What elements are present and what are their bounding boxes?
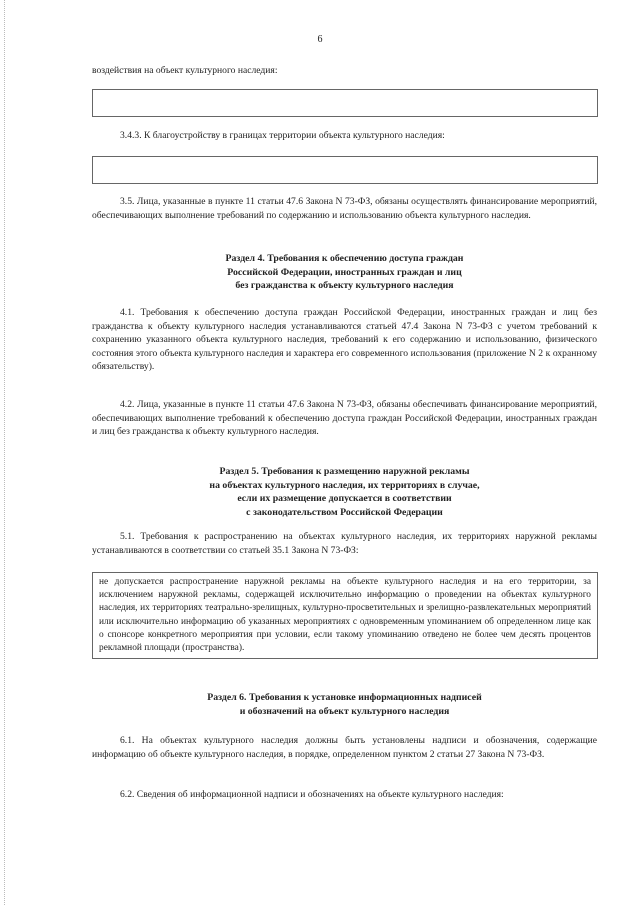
- section-5-line-2: на объектах культурного наследия, их территориях в случае,: [209, 479, 480, 491]
- binding-margin: [4, 0, 7, 905]
- paragraph-4-2-text: 4.2. Лица, указанные в пункте 11 статьи 47.6 Закона N 73-ФЗ, обязаны обеспечивать финансирование мероприятий, обеспечивающих выполнение требований к обеспечению доступа граждан Российской Федерации, иностранных граждан и лиц без гражданства к объекту культурного наследия.: [92, 399, 597, 437]
- section-5-heading: [92, 465, 597, 519]
- paragraph-intro: воздействия на объект культурного наследия:: [92, 65, 278, 76]
- section-6-line-1: Раздел 6. Требования к установке информационных надписей: [207, 692, 482, 703]
- paragraph-6-1: [92, 734, 597, 761]
- empty-field-box-2: [92, 156, 598, 184]
- section-5-line-3: если их размещение допускается в соответствии: [237, 493, 452, 504]
- section-4-line-3: без гражданства к объекту культурного наследия: [235, 280, 454, 291]
- paragraph-4-1-text: 4.1. Требования к обеспечению доступа граждан Российской Федерации, иностранных граждан и лиц без гражданства к объекту культурного наследия устанавливаются статьей 47.4 Закона N 73-ФЗ с учетом требований к сохранению указанного объекта культурного наследия, требований к его содержанию и использованию, физического состояния этого объекта культурного наследия и характера его современного использования (приложение N 2 к охранному обязательству).: [92, 307, 597, 372]
- section-5-line-4: с законодательством Российской Федерации: [246, 506, 443, 518]
- paragraph-6-2-text: 6.2. Сведения об информационной надписи и обозначениях на объекте культурного наследия:: [120, 789, 504, 800]
- empty-field-box-1: [92, 89, 598, 117]
- page-number: 6: [317, 34, 323, 45]
- advertising-requirements-box: не допускается распространение наружной рекламы на объекте культурного наследия и на его территории, за исключением наружной рекламы, содержащей исключительно информацию о проведении на объектах культурного наследия, их территориях театрально-зрелищных, культурно-просветительных и зрелищно-развлекательных мероприятий или исключительно информацию об указанных мероприятиях с одновременным упоминанием об определенном лице как о спонсоре конкретного мероприятия при условии, если такому упоминанию отведено не более чем десять процентов рекламной площади (пространства).: [92, 572, 598, 659]
- section-6-line-2: и обозначений на объект культурного наследия: [239, 705, 450, 717]
- paragraph-4-1: [92, 306, 597, 374]
- paragraph-5-1: [92, 530, 597, 557]
- paragraph-4-2: [92, 398, 597, 439]
- paragraph-3-5-text: 3.5. Лица, указанные в пункте 11 статьи 47.6 Закона N 73-ФЗ, обязаны осуществлять финансирование мероприятий, обеспечивающих выполнение требований по содержанию и использованию объекта культурного наследия.: [92, 196, 597, 221]
- paragraph-6-2: [92, 788, 597, 802]
- section-4-line-2: Российской Федерации, иностранных граждан и лиц: [227, 266, 462, 278]
- paragraph-3-5: [92, 195, 597, 222]
- paragraph-5-1-text: 5.1. Требования к распространению на объектах культурного наследия, их территориях наружной рекламы устанавливаются в соответствии со статьей 35.1 Закона N 73-ФЗ:: [92, 531, 597, 556]
- section-4-line-1: Раздел 4. Требования к обеспечению доступа граждан: [225, 253, 464, 264]
- section-5-line-1: Раздел 5. Требования к размещению наружной рекламы: [219, 466, 470, 477]
- section-4-heading: [92, 252, 597, 293]
- paragraph-3-4-3-text: 3.4.3. К благоустройству в границах территории объекта культурного наследия:: [120, 130, 445, 141]
- paragraph-6-1-text: 6.1. На объектах культурного наследия должны быть установлены надписи и обозначения, содержащие информацию об объекте культурного наследия, в порядке, определенном пунктом 2 статьи 27 Закона N 73-ФЗ.: [92, 735, 597, 760]
- paragraph-3-4-3: [92, 129, 597, 143]
- section-6-heading: [92, 691, 597, 718]
